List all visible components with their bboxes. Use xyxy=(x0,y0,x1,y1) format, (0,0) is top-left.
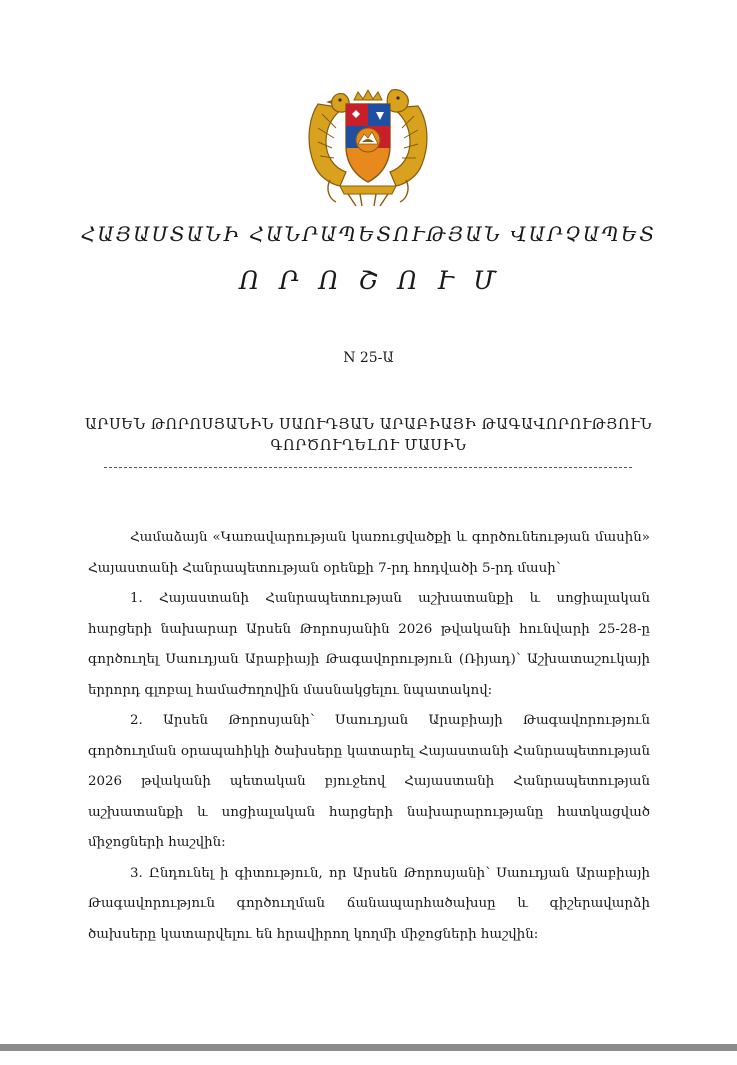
item-3-paragraph: 3. Ընդունել ի գիտություն, որ Արսեն Թորոսյանի՝ Սաուդյան Արաբիայի Թագավորություն գործուղման ճանապարհածախսը և գիշերավարձի ծախսերը կատարվելու են հրավիրող կողմի միջոցների հաշվին: xyxy=(88,865,650,942)
decision-body xyxy=(88,523,650,950)
decision-subject xyxy=(0,415,737,457)
item-1-paragraph: 1. Հայաստանի Հանրապետության աշխատանքի և սոցիալական հարցերի նախարար Արսեն Թորոսյանին 2026 թվականի հունվարի 25-28-ը գործուղել Սաուդյան Արաբիայի Թագավորություն (Ռիյադ)՝ Աշխատաշուկայի երրորդ գլոբալ համաժողովին մասնակցելու նպատակով: xyxy=(88,591,650,698)
page-bottom-bar xyxy=(0,1044,737,1051)
preamble-paragraph: Համաձայն «Կառավարության կառուցվածքի և գործունեության մասին» Հայաստանի Հանրապետության օրենքի 7-րդ հոդվածի 5-րդ մասի՝ xyxy=(88,530,650,576)
item-2-paragraph: 2. Արսեն Թորոսյանի՝ Սաուդյան Արաբիայի Թագավորություն գործուղման օրապահիկի ծախսերը կատարել Հայաստանի Հանրապետության 2026 թվականի պետական բյուջեով Հայաստանի Հանրապետության աշխատանքի և սոցիալական հարցերի նախարարությանը հատկացված միջոցների հաշվին: xyxy=(88,713,650,850)
separator-line xyxy=(104,467,632,468)
decision-title: ՈՐՈՇՈՒՄ xyxy=(239,266,516,295)
office-title: ՀԱՅԱՍՏԱՆԻ ՀԱՆՐԱՊԵՏՈՒԹՅԱՆ ՎԱՐՉԱՊԵՏ xyxy=(80,222,657,246)
subject-line-1: ԱՐՍԵՆ ԹՈՐՈՍՅԱՆԻՆ ՍԱՈՒԴՅԱՆ ԱՐԱԲԻԱՅԻ ԹԱԳԱՎՈՐՈՒԹՅՈՒՆ xyxy=(84,417,653,433)
decision-number: N 25-Ա xyxy=(343,350,394,366)
armenia-coat-of-arms-icon xyxy=(300,84,436,208)
subject-line-2: ԳՈՐԾՈՒՂԵԼՈՒ ՄԱՍԻՆ xyxy=(270,438,467,454)
